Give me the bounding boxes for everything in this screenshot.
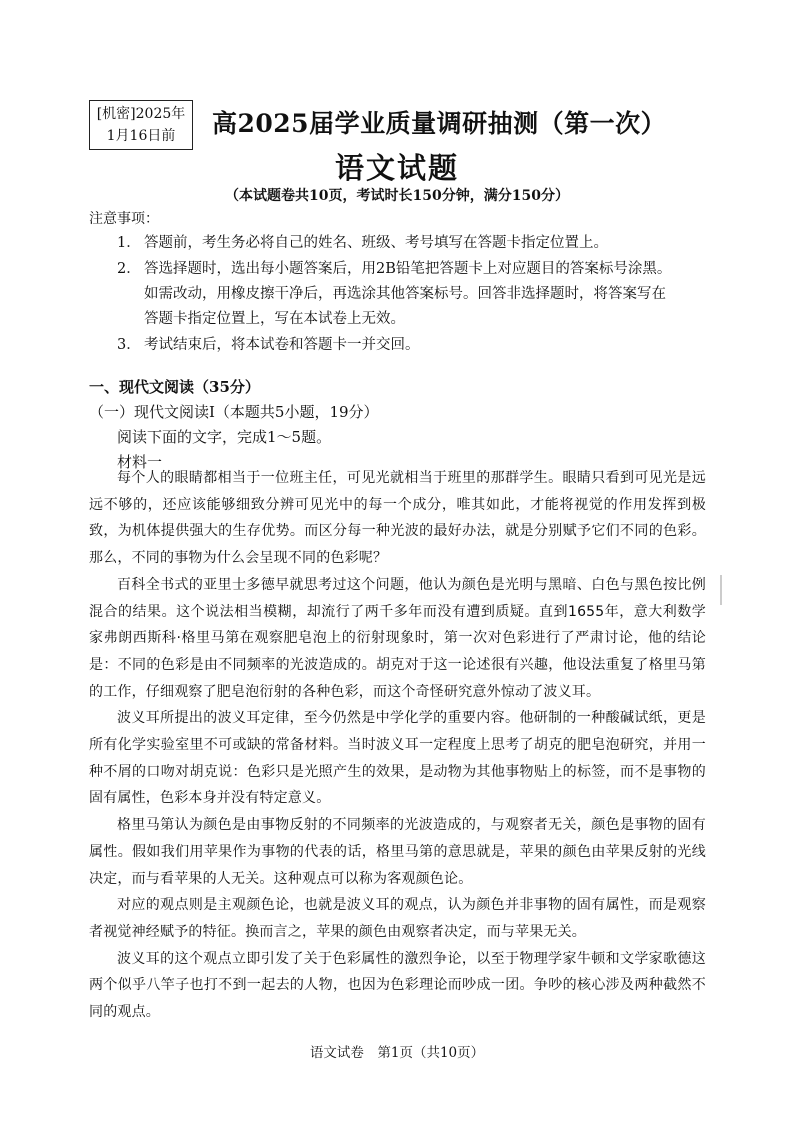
note-text: 答选择题时，选出每小题答案后，用2B铅笔把答题卡上对应题目的答案标号涂黑。 xyxy=(144,261,672,277)
material-label: 材料一 xyxy=(117,453,163,471)
note-number: 3． xyxy=(117,337,141,353)
subsection-heading: （一）现代文阅读Ⅰ（本题共5小题，19分） xyxy=(89,403,379,421)
note-text: 考试结束后，将本试卷和答题卡一并交回。 xyxy=(144,337,420,353)
passage xyxy=(89,465,706,1026)
note-text: 答题前，考生务必将自己的姓名、班级、考号填写在答题卡指定位置上。 xyxy=(144,235,608,251)
note-number: 1． xyxy=(117,235,141,251)
scan-artifact xyxy=(720,575,722,605)
page-footer: 语文试卷 第1页（共10页） xyxy=(309,1045,485,1061)
subject-title: 语文试题 xyxy=(334,151,459,185)
note-item-1 xyxy=(117,231,608,256)
stamp-line-2: 1月16日前 xyxy=(106,128,176,144)
confidential-stamp xyxy=(89,100,193,150)
exam-meta: （本试题卷共10页，考试时长150分钟，满分150分） xyxy=(225,188,569,204)
section-heading: 一、现代文阅读（35分） xyxy=(89,378,260,396)
note-number: 2． xyxy=(117,261,141,277)
note-text-continued: 如需改动，用橡皮擦干净后，再选涂其他答案标号。回答非选择题时，将答案写在 xyxy=(144,286,666,302)
exam-title: 高2025届学业质量调研抽测（第一次） xyxy=(212,109,667,138)
note-item-3 xyxy=(117,333,420,358)
note-item-2 xyxy=(117,257,671,332)
reading-instruction: 阅读下面的文字，完成1～5题。 xyxy=(117,428,332,446)
passage-paragraph: 每个人的眼睛都相当于一位班主任，可见光就相当于班里的那群学生。眼睛只看到可见光是远远不够的，还应该能够细致分辨可见光中的每一个成分，唯其如此，才能将视觉的作用发挥到极致，为机体提供强大的生存优势。而区分每一种光波的最好办法，就是分别赋予它们不同的色彩。那么，不同的事物为什么会呈现不同的色彩呢？ xyxy=(89,470,706,567)
passage-paragraph: 百科全书式的亚里士多德早就思考过这个问题，他认为颜色是光明与黑暗、白色与黑色按比例混合的结果。这个说法相当模糊，却流行了两千多年而没有遭到质疑。直到1655年，意大利数学家弗朗西斯科·格里马第在观察肥皂泡上的衍射现象时，第一次对色彩进行了严肃讨论，他的结论是：不同的色彩是由不同频率的光波造成的。胡克对于这一论述很有兴趣，他设法重复了格里马第的工作，仔细观察了肥皂泡衍射的各种色彩，而这个奇怪研究意外惊动了波义耳。 xyxy=(89,576,706,700)
passage-paragraph: 波义耳的这个观点立即引发了关于色彩属性的激烈争论，以至于物理学家牛顿和文学家歌德这两个似乎八竿子也打不到一起去的人物，也因为色彩理论而吵成一团。争吵的核心涉及两种截然不同的观点。 xyxy=(89,950,706,1021)
passage-paragraph: 格里马第认为颜色是由事物反射的不同频率的光波造成的，与观察者无关，颜色是事物的固有属性。假如我们用苹果作为事物的代表的话，格里马第的意思就是，苹果的颜色由苹果反射的光线决定，而与看苹果的人无关。这种观点可以称为客观颜色论。 xyxy=(89,817,706,887)
note-text-continued: 答题卡指定位置上，写在本试卷上无效。 xyxy=(144,311,405,327)
notes-label: 注意事项： xyxy=(89,211,159,227)
stamp-line-1: [机密]2025年 xyxy=(96,106,186,122)
passage-paragraph: 对应的观点则是主观颜色论，也就是波义耳的观点，认为颜色并非事物的固有属性，而是观察者视觉神经赋予的特征。换而言之，苹果的颜色由观察者决定，而与苹果无关。 xyxy=(89,897,706,940)
passage-paragraph: 波义耳所提出的波义耳定律，至今仍然是中学化学的重要内容。他研制的一种酸碱试纸，更是所有化学实验室里不可或缺的常备材料。当时波义耳一定程度上思考了胡克的肥皂泡研究，并用一种不屑的口吻对胡克说：色彩只是光照产生的效果，是动物为其他事物贴上的标签，而不是事物的固有属性，色彩本身并没有特定意义。 xyxy=(89,710,706,807)
